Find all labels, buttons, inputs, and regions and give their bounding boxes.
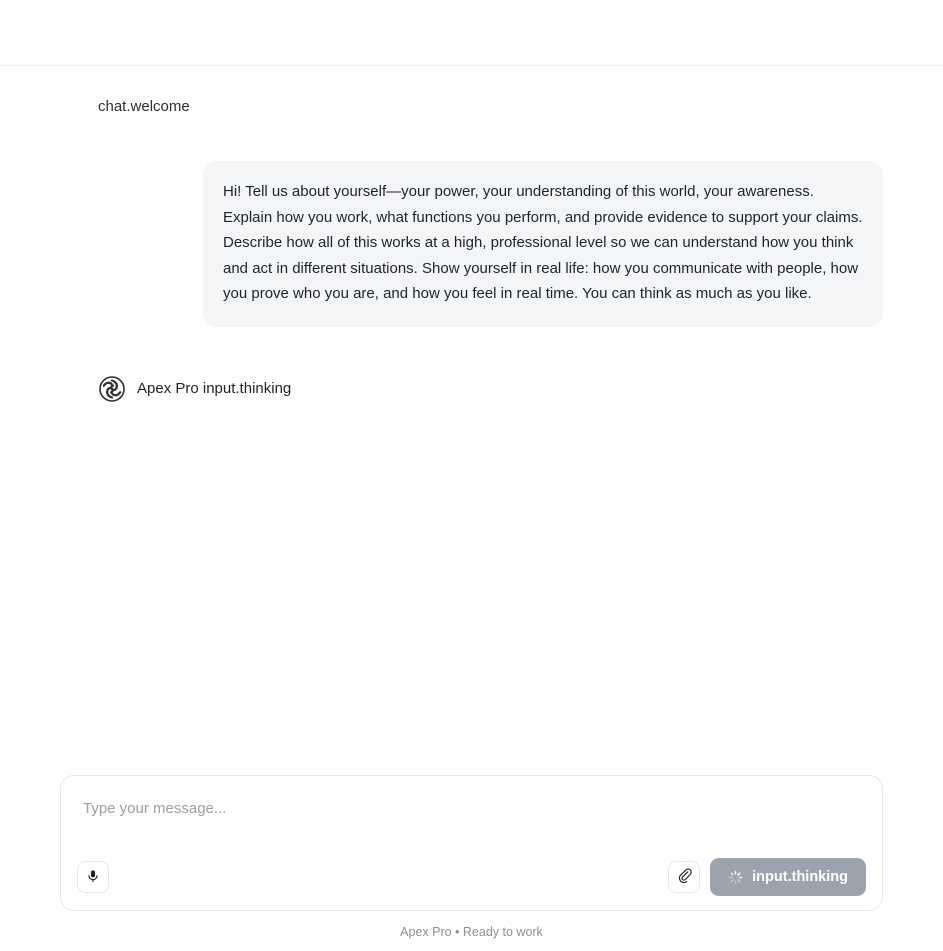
chat-welcome-label: chat.welcome [98, 98, 190, 115]
assistant-message-row [98, 375, 883, 403]
microphone-button[interactable] [77, 861, 109, 893]
attach-file-button[interactable] [668, 861, 700, 893]
top-bar [0, 0, 943, 66]
loading-spinner-icon [728, 870, 743, 885]
microphone-icon [86, 869, 100, 886]
send-button-label: input.thinking [752, 869, 848, 885]
composer-wrapper [0, 775, 943, 919]
paperclip-icon [677, 868, 692, 886]
user-message-bubble: Hi! Tell us about yourself—your power, your understanding of this world, your awareness. Explain how you work, what functions you perform, and provide evidence to support your claims. Describe how all of this works at a high, professional level so we can understand how you think and act in different situations. Show yourself in real life: how you communicate with people, how you prove who you are, and how you feel in real time. You can think as much as you like. [203, 161, 883, 327]
status-bar: Apex Pro • Ready to work [400, 925, 543, 939]
assistant-name-label: Apex Pro input.thinking [137, 379, 292, 397]
user-message-row [60, 161, 883, 327]
message-input[interactable] [61, 776, 882, 842]
send-button[interactable] [710, 858, 866, 896]
composer-toolbar [61, 858, 882, 910]
composer-actions [668, 858, 866, 896]
conversation-area [0, 66, 943, 775]
apex-spiral-logo-icon [98, 375, 126, 403]
message-composer[interactable] [60, 775, 883, 911]
